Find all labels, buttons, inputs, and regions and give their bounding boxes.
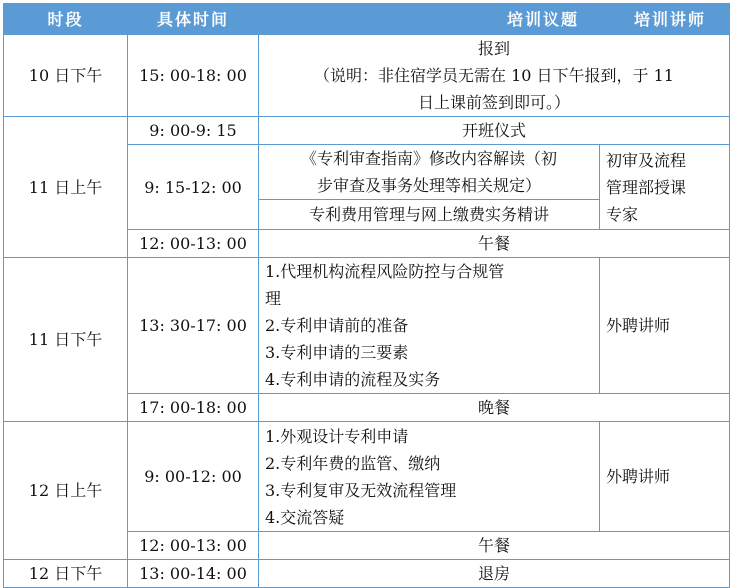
table-row: [4, 35, 730, 117]
time-cell: 12: 00-13: 00: [128, 230, 259, 258]
time-cell: 9: 15-12: 00: [128, 145, 259, 230]
time-cell: 9: 00-12: 00: [128, 422, 259, 532]
lecturer-line: 专家: [606, 204, 639, 224]
header-time: 具体时间: [128, 4, 259, 35]
checkin-note-line: （说明：非住宿学员无需在 10 日下午报到，于 11: [314, 66, 674, 85]
list-item: 1.外观设计专利申请: [265, 426, 409, 446]
lecturer-cell: 外聘讲师: [600, 422, 730, 532]
header-lecturer: 培训讲师: [600, 4, 730, 35]
lecturer-cell: 外聘讲师: [600, 258, 730, 394]
topic-list-cell: [259, 258, 600, 394]
lecturer-cell: [600, 145, 730, 230]
header-period: 时段: [4, 4, 128, 35]
time-cell: 17: 00-18: 00: [128, 394, 259, 422]
list-item: 4.交流答疑: [265, 507, 345, 527]
topic-line: 步审查及事务处理等相关规定）: [316, 176, 541, 195]
period-cell: 12 日上午: [4, 422, 128, 560]
lecturer-line: 初审及流程: [606, 150, 687, 170]
topic-cell: 专利费用管理与网上缴费实务精讲: [259, 200, 600, 230]
checkin-title: 报到: [477, 39, 510, 58]
list-item: 2.专利申请前的准备: [265, 316, 409, 335]
list-item: 4.专利申请的流程及实务: [265, 370, 441, 389]
table-row: [4, 422, 730, 532]
lecturer-line: 管理部授课: [606, 177, 687, 197]
list-item: 理: [265, 289, 282, 308]
table-row: [4, 258, 730, 394]
topic-list-cell: [259, 422, 600, 532]
topic-cell: [259, 145, 600, 200]
list-item: 3.专利复审及无效流程管理: [265, 480, 457, 500]
topic-line: 《专利审查指南》修改内容解读（初: [300, 149, 557, 168]
period-cell: 10 日下午: [4, 35, 128, 117]
topic-cell: 退房: [259, 560, 730, 588]
time-cell: 12: 00-13: 00: [128, 532, 259, 560]
table-row: [4, 117, 730, 145]
topic-cell: 午餐: [259, 532, 730, 560]
time-cell: 13: 00-14: 00: [128, 560, 259, 588]
time-cell: 13: 30-17: 00: [128, 258, 259, 394]
period-cell: 12 日下午: [4, 560, 128, 588]
topic-cell: 开班仪式: [259, 117, 730, 145]
list-item: 1.代理机构流程风险防控与合规管: [265, 262, 505, 281]
list-item: 2.专利年费的监管、缴纳: [265, 453, 441, 473]
checkin-note-line: 日上课前签到即可。）: [417, 93, 570, 112]
header-row: [4, 4, 730, 35]
time-cell: 9: 00-9: 15: [128, 117, 259, 145]
topic-cell: [259, 35, 730, 117]
period-cell: 11 日上午: [4, 117, 128, 258]
training-schedule-table: [3, 3, 730, 588]
topic-cell: 晚餐: [259, 394, 730, 422]
header-topic: 培训议题: [259, 4, 600, 35]
topic-cell: 午餐: [259, 230, 730, 258]
table-row: [4, 560, 730, 588]
time-cell: 15: 00-18: 00: [128, 35, 259, 117]
list-item: 3.专利申请的三要素: [265, 343, 409, 362]
period-cell: 11 日下午: [4, 258, 128, 422]
